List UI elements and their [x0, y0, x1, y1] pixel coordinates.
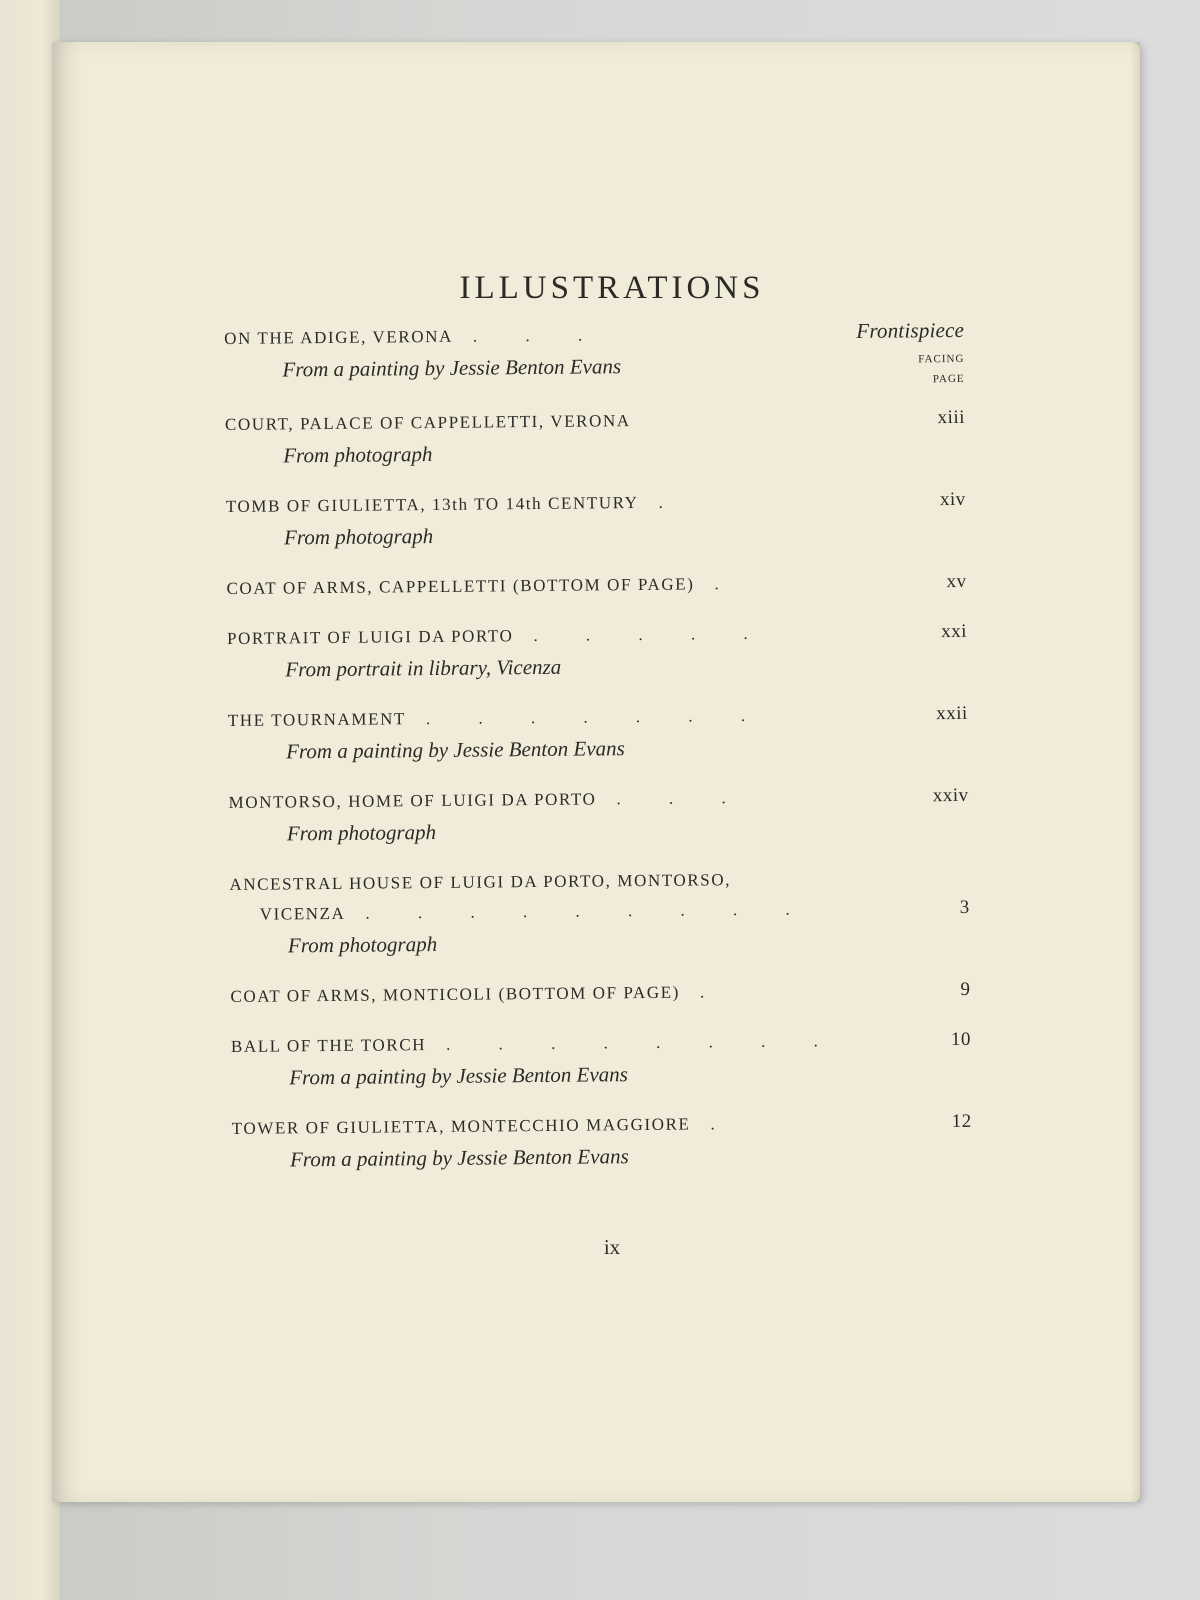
illustration-source: From portrait in library, Vicenza [285, 654, 562, 682]
illustration-source: From photograph [283, 442, 433, 468]
illustration-title: COURT, PALACE OF CAPPELLETTI, VERONA [224, 411, 631, 434]
illustration-source: From a painting by Jessie Benton Evans [282, 354, 622, 382]
page-reference: 9 [960, 978, 971, 1000]
illustration-source: From photograph [287, 931, 438, 958]
list-item [226, 485, 967, 554]
page-title: ILLUSTRATIONS [459, 270, 765, 306]
illustration-title: MONTORSO, HOME OF LUIGI DA PORTO [228, 789, 597, 812]
illustration-source: From a painting by Jessie Benton Evans [289, 1062, 629, 1090]
illustration-title: BALL OF THE TORCH [230, 1035, 427, 1056]
leader-dots: . . . . . . . . [446, 1031, 818, 1054]
page-reference: Frontispiece [856, 317, 965, 343]
list-item [230, 975, 970, 1012]
illustration-source: From a painting by Jessie Benton Evans [286, 736, 625, 764]
list-item [229, 863, 970, 962]
illustration-title: PORTRAIT OF LUIGI DA PORTO [226, 626, 514, 648]
illustration-title: TOWER OF GIULIETTA, MONTECCHIO MAGGIORE [231, 1114, 691, 1138]
list-item [228, 781, 969, 850]
list-item [225, 403, 966, 472]
illustration-title: ON THE ADIGE, VERONA [224, 326, 454, 348]
list-item [226, 567, 966, 604]
leader-dots: . . . [616, 788, 726, 809]
illustration-source: From photograph [286, 819, 437, 846]
page-reference: 10 [950, 1028, 972, 1051]
illustrations-list [224, 315, 972, 1196]
page-reference: 12 [951, 1110, 972, 1133]
list-item [224, 315, 965, 386]
illustration-title: COAT OF ARMS, MONTICOLI (BOTTOM OF PAGE) [230, 982, 681, 1006]
illustration-source: From photograph [283, 524, 434, 550]
leader-dots: . . . . . . . [425, 706, 746, 729]
page-reference: xiii [937, 406, 966, 429]
illustration-source: From a painting by Jessie Benton Evans [289, 1144, 629, 1172]
leader-dots: . . . [472, 325, 583, 346]
page-reference: xxiv [932, 784, 969, 807]
illustration-title: COAT OF ARMS, CAPPELLETTI (BOTTOM OF PAGE) [226, 574, 695, 598]
left-page-edge [0, 0, 60, 1600]
page-reference: xxi [941, 620, 968, 643]
list-item [232, 1107, 973, 1176]
page-reference: xiv [939, 488, 966, 511]
page-reference: xv [946, 570, 967, 593]
list-item [227, 617, 968, 686]
list-item [231, 1025, 972, 1094]
leader-dots: . [710, 1114, 715, 1134]
illustration-title: ANCESTRAL HOUSE OF LUIGI DA PORTO, MONTORSO, [229, 870, 732, 894]
facing-page-label: FACING PAGE [918, 352, 965, 386]
leader-dots: . [699, 982, 705, 1002]
page-reference: 3 [959, 896, 970, 918]
page-edge-shadow [1130, 42, 1140, 1502]
page-reference: xxii [936, 702, 968, 725]
illustration-title: TOMB OF GIULIETTA, 13th TO 14th CENTURY [225, 493, 639, 516]
leader-dots [631, 423, 928, 426]
book-page [52, 42, 1140, 1502]
illustration-title-continued: VICENZA [259, 903, 346, 924]
list-item [228, 699, 969, 768]
illustration-title: THE TOURNAMENT [227, 709, 406, 730]
leader-dots: . [714, 574, 719, 594]
leader-dots: . . . . . [533, 623, 748, 646]
leader-dots: . [658, 492, 663, 512]
page-number: ix [603, 1235, 621, 1259]
leader-dots: . . . . . . . . . [365, 899, 790, 923]
